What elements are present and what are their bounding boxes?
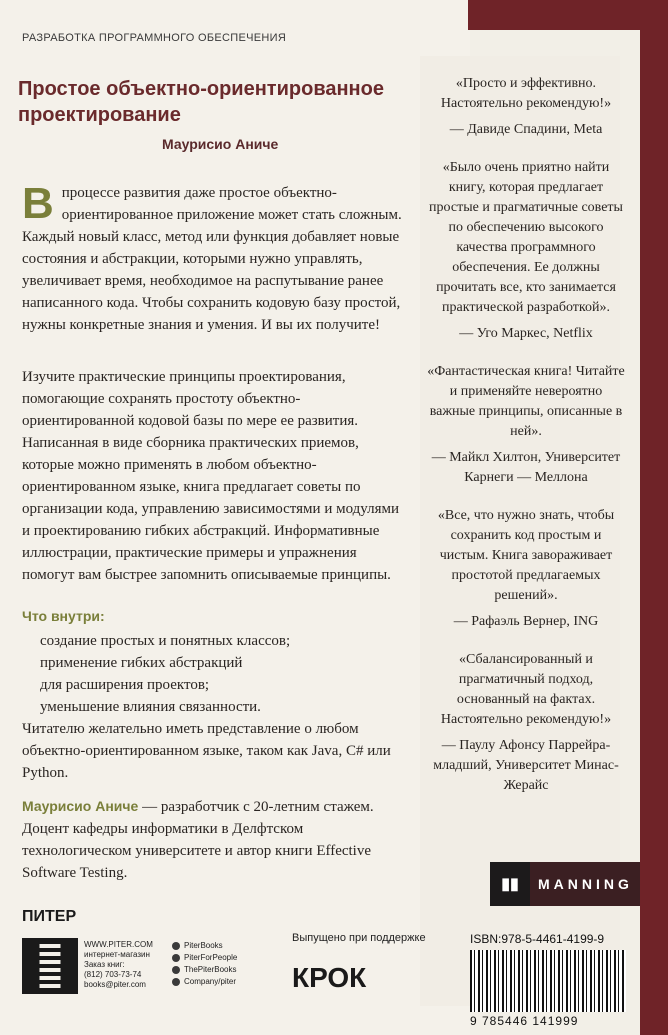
review-quote [426, 158, 626, 344]
social-item [172, 952, 237, 964]
quote-source: — Паулу Афонсу Паррейра-младший, Университет Минас-Жерайс [433, 738, 619, 793]
inside-item: уменьшение влияния связанности. [40, 699, 261, 715]
quote-text: «Было очень приятно найти книгу, которая предлагает простые и прагматичные советы по обеспечению высокого качества программного обеспечения. Ее должны прочитать все, кто занимается практической разработкой». [429, 160, 623, 315]
barcode-block [470, 932, 630, 1030]
qr-code-icon [22, 938, 78, 994]
quote-source: — Уго Маркес, Netflix [459, 326, 593, 341]
support-label: Выпущено при поддержке [292, 932, 426, 944]
publisher-phone: (812) 703-73-74 [84, 970, 142, 979]
top-red-band [468, 0, 668, 30]
about-author-name: Маурисио Аниче [22, 798, 139, 814]
requirements-paragraph: Читателю желательно иметь представление о любом объектно-ориентированном языке, таком как Java, C# или Python. [22, 721, 391, 781]
inside-item: создание простых и понятных классов; [40, 633, 291, 649]
review-quote [426, 362, 626, 488]
isbn-text: ISBN:978-5-4461-4199-9 [470, 932, 605, 946]
social-icon [172, 954, 180, 962]
barcode-icon [470, 950, 626, 1012]
publisher-site: WWW.PITER.COM [84, 940, 153, 949]
social-item [172, 940, 237, 952]
manning-mark-icon: ▮▮ [490, 862, 530, 906]
quote-text: «Все, что нужно знать, чтобы сохранить код простым и чистым. Книга завораживает простотой предлагаемых решений». [437, 508, 615, 603]
publisher-email: books@piter.com [84, 980, 146, 989]
publisher-contacts [84, 940, 153, 990]
inside-item: для расширения проектов; [40, 677, 210, 693]
quote-source: — Майкл Хилтон, Университет Карнеги — Меллона [431, 450, 621, 485]
social-icon [172, 978, 180, 986]
social-icon [172, 942, 180, 950]
social-label: Company/piter [184, 977, 237, 986]
publisher-footer [0, 900, 668, 1035]
series-label: РАЗРАБОТКА ПРОГРАММНОГО ОБЕСПЕЧЕНИЯ [22, 32, 287, 44]
quote-text: «Просто и эффективно. Настоятельно рекомендую!» [440, 76, 612, 111]
dropcap-letter: В [22, 179, 54, 228]
krok-logo: КРОК [292, 962, 367, 993]
quote-source: — Давиде Спадини, Meta [449, 122, 603, 137]
publisher-shop: интернет-магазин [84, 950, 150, 959]
manning-name: MANNING [538, 876, 633, 892]
quote-source: — Рафаэль Вернер, ING [453, 614, 599, 629]
social-label: ThePiterBooks [184, 965, 237, 974]
barcode-digits: 9 785446 141999 [470, 1014, 579, 1028]
social-item [172, 976, 237, 988]
review-quote [426, 74, 626, 140]
right-red-strip [640, 0, 668, 1035]
piter-logo: ПИТЕР [22, 908, 77, 925]
social-links [172, 940, 237, 988]
review-quotes [426, 74, 626, 814]
inside-list [40, 630, 400, 718]
intro-text: процессе развития даже простое объектно-ориентированное приложение может стать сложным. Каждый новый класс, метод или функция добавляет новые состояния и абстракции, которыми нужно управлять, увеличивает время, необходимое на распутывание ранее написанного кода. Чтобы сохранить кодовую базу простой, нужны конкретные знания и умения. И вы их получите! [22, 185, 402, 333]
publisher-order: Заказ книг: [84, 960, 125, 969]
about-author [22, 795, 402, 884]
description-paragraph: Изучите практические принципы проектирования, помогающие сохранять простоту объектно-ориентированной кодовой базы по мере ее развития. Написанная в виде сборника практических приемов, которые можно применять в любом объектно-ориентированном языке, книга предлагает советы по организации кода, управлению зависимостями и модулями и проектированию гибких абстракций. Информативные иллюстрации, практические примеры и упражнения помогут вам быстрее запомнить описываемые принципы. [22, 369, 400, 583]
review-quote [426, 506, 626, 632]
publisher-info [22, 908, 282, 1028]
about-author-text: — разработчик с 20-летним стажем. Доцент кафедры информатики в Делфтском технологическом университете и автор книги Effective Software Testing. [22, 799, 374, 881]
social-label: PiterForPeople [184, 953, 238, 962]
inside-item: применение гибких абстракций [40, 655, 243, 671]
social-icon [172, 966, 180, 974]
social-item [172, 964, 237, 976]
book-title: Простое объектно-ориентированное проектирование [18, 78, 384, 126]
inside-heading: Что внутри: [22, 608, 105, 624]
quote-text: «Фантастическая книга! Читайте и применяйте невероятно важные принципы, описанные в ней». [427, 364, 625, 439]
social-label: PiterBooks [184, 941, 223, 950]
intro-paragraph [22, 179, 402, 336]
review-quote [426, 650, 626, 796]
quote-text: «Сбалансированный и прагматичный подход, основанный на фактах. Настоятельно рекомендую!» [440, 652, 612, 727]
book-author: Маурисио Аниче [162, 136, 279, 152]
